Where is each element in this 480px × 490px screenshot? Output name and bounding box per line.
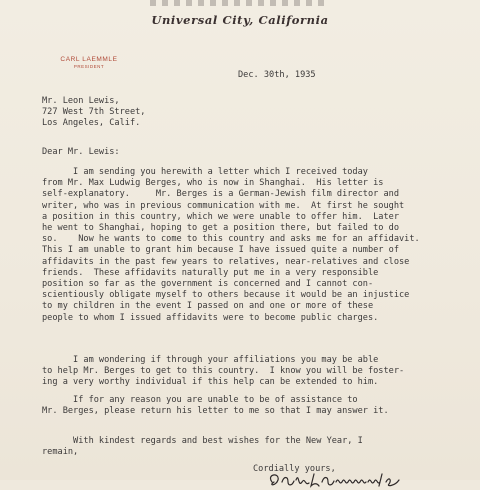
sender-title: PRESIDENT bbox=[73, 64, 105, 69]
letter-date: Dec. 30th, 1935 bbox=[238, 70, 316, 80]
body-line: remain, bbox=[42, 447, 79, 458]
body-line: ing a very worthy individual if this help can be extended to him. bbox=[42, 377, 379, 388]
body-line: he went to Shanghai, hoping to get a position there, but failed to do bbox=[42, 223, 399, 234]
complimentary-close: Cordially yours, bbox=[253, 464, 336, 474]
sender-name: CARL LAEMMLE bbox=[60, 56, 118, 63]
salutation: Dear Mr. Lewis: bbox=[42, 147, 120, 157]
body-line: I am wondering if through your affiliations you may be able bbox=[42, 355, 379, 365]
body-line: This I am unable to grant him because I have issued quite a number of bbox=[42, 245, 399, 256]
body-paragraph bbox=[42, 436, 467, 458]
body-line: With kindest regards and best wishes for the New Year, I bbox=[42, 436, 363, 446]
body-line: writer, who was in previous communication with me. At first he sought bbox=[42, 200, 405, 211]
body-line: position so far as the government is concerned and I cannot con- bbox=[42, 279, 374, 290]
letterhead-location: Universal City, California bbox=[151, 13, 329, 27]
address-line: Los Angeles, Calif. bbox=[42, 118, 141, 129]
recipient-address bbox=[42, 96, 145, 130]
body-line: I am sending you herewith a letter which I received today bbox=[42, 167, 368, 177]
body-line: from Mr. Max Ludwig Berges, who is now in Shanghai. His letter is bbox=[42, 178, 384, 189]
body-paragraph bbox=[42, 167, 467, 324]
address-line: 727 West 7th Street, bbox=[42, 107, 146, 118]
body-line: to my children in the event I passed on and one or more of these bbox=[42, 301, 374, 312]
handwritten-signature bbox=[262, 470, 462, 490]
body-line: a position in this country, which we were unable to offer him. Later bbox=[42, 211, 399, 222]
body-line: people to whom I issued affidavits were to become public charges. bbox=[42, 312, 379, 323]
body-line: so. Now he wants to come to this country and asks me for an affidavit. bbox=[42, 234, 420, 245]
body-paragraph bbox=[42, 395, 467, 417]
address-line: Mr. Leon Lewis, bbox=[42, 96, 120, 106]
body-line: If for any reason you are unable to be of assistance to bbox=[42, 395, 358, 405]
body-line: to help Mr. Berges to get to this country. I know you will be foster- bbox=[42, 366, 405, 377]
body-line: self-explanatory. Mr. Berges is a German-Jewish film director and bbox=[42, 189, 399, 200]
letterhead-sender bbox=[58, 56, 120, 69]
body-line: scientiously obligate myself to others because it would be an injustice bbox=[42, 290, 410, 301]
body-paragraph bbox=[42, 355, 467, 389]
body-line: friends. These affidavits naturally put me in a very responsible bbox=[42, 267, 379, 278]
body-line: Mr. Berges, please return his letter to me so that I may answer it. bbox=[42, 406, 389, 417]
letterhead-border bbox=[150, 0, 330, 6]
body-line: affidavits in the past few years to relatives, near-relatives and close bbox=[42, 256, 410, 267]
